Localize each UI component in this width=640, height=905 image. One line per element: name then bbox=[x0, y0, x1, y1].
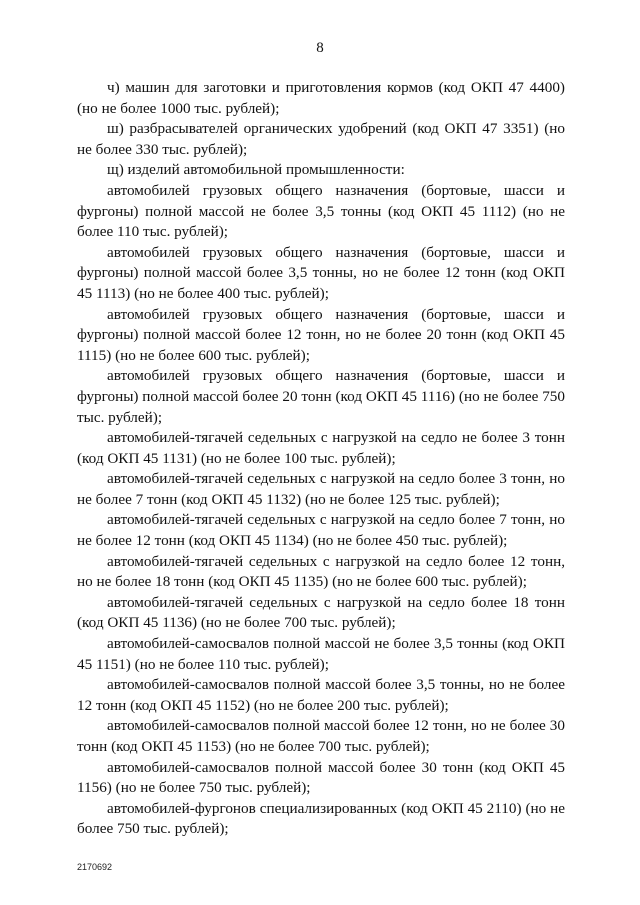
paragraph: ч) машин для заготовки и приготовления кормов (код ОКП 47 4400) (но не более 1000 тыс. рублей); bbox=[77, 79, 565, 117]
paragraph: автомобилей грузовых общего назначения (бортовые, шасси и фургоны) полной массой более 3,5 тонны, но не более 12 тонн (код ОКП 45 1113) (но не более 400 тыс. рублей); bbox=[77, 243, 565, 302]
paragraph: автомобилей грузовых общего назначения (бортовые, шасси и фургоны) полной массой не более 3,5 тонны (код ОКП 45 1112) (но не более 110 тыс. рублей); bbox=[77, 181, 565, 241]
page-number: 8 bbox=[316, 40, 324, 56]
paragraph: автомобилей-тягачей седельных с нагрузкой на седло более 12 тонн, но не более 18 тонн (код ОКП 45 1135) (но не более 600 тыс. рублей); bbox=[77, 552, 565, 591]
paragraph: автомобилей-тягачей седельных с нагрузкой на седло не более 3 тонн (код ОКП 45 1131) (но не более 100 тыс. рублей); bbox=[77, 429, 565, 467]
paragraph: автомобилей грузовых общего назначения (бортовые, шасси и фургоны) полной массой более 12 тонн, но не более 20 тонн (код ОКП 45 1115) (но не более 600 тыс. рублей); bbox=[77, 305, 565, 364]
document-body bbox=[77, 78, 565, 840]
paragraph: автомобилей грузовых общего назначения (бортовые, шасси и фургоны) полной массой более 20 тонн (код ОКП 45 1116) (но не более 750 тыс. рублей); bbox=[77, 367, 565, 426]
paragraph: автомобилей-тягачей седельных с нагрузкой на седло более 18 тонн (код ОКП 45 1136) (но не более 700 тыс. рублей); bbox=[77, 593, 565, 632]
paragraph: щ) изделий автомобильной промышленности: bbox=[107, 161, 405, 179]
paragraph: автомобилей-самосвалов полной массой не более 3,5 тонны (код ОКП 45 1151) (но не более 110 тыс. рублей); bbox=[77, 635, 565, 673]
paragraph: автомобилей-самосвалов полной массой более 3,5 тонны, но не более 12 тонн (код ОКП 45 1152) (но не более 200 тыс. рублей); bbox=[77, 676, 565, 714]
paragraph: автомобилей-фургонов специализированных (код ОКП 45 2110) (но не более 750 тыс. рублей); bbox=[77, 799, 565, 838]
paragraph: ш) разбрасывателей органических удобрений (код ОКП 47 3351) (но не более 330 тыс. рублей); bbox=[77, 120, 565, 158]
paragraph: автомобилей-тягачей седельных с нагрузкой на седло более 3 тонн, но не более 7 тонн (код ОКП 45 1132) (но не более 125 тыс. рублей); bbox=[77, 470, 565, 508]
paragraph: автомобилей-тягачей седельных с нагрузкой на седло более 7 тонн, но не более 12 тонн (код ОКП 45 1134) (но не более 450 тыс. рублей); bbox=[77, 511, 565, 550]
document-code: 2170692 bbox=[77, 862, 113, 872]
paragraph: автомобилей-самосвалов полной массой более 30 тонн (код ОКП 45 1156) (но не более 750 тыс. рублей); bbox=[77, 758, 565, 797]
paragraph: автомобилей-самосвалов полной массой более 12 тонн, но не более 30 тонн (код ОКП 45 1153) (но не более 700 тыс. рублей); bbox=[77, 717, 565, 755]
